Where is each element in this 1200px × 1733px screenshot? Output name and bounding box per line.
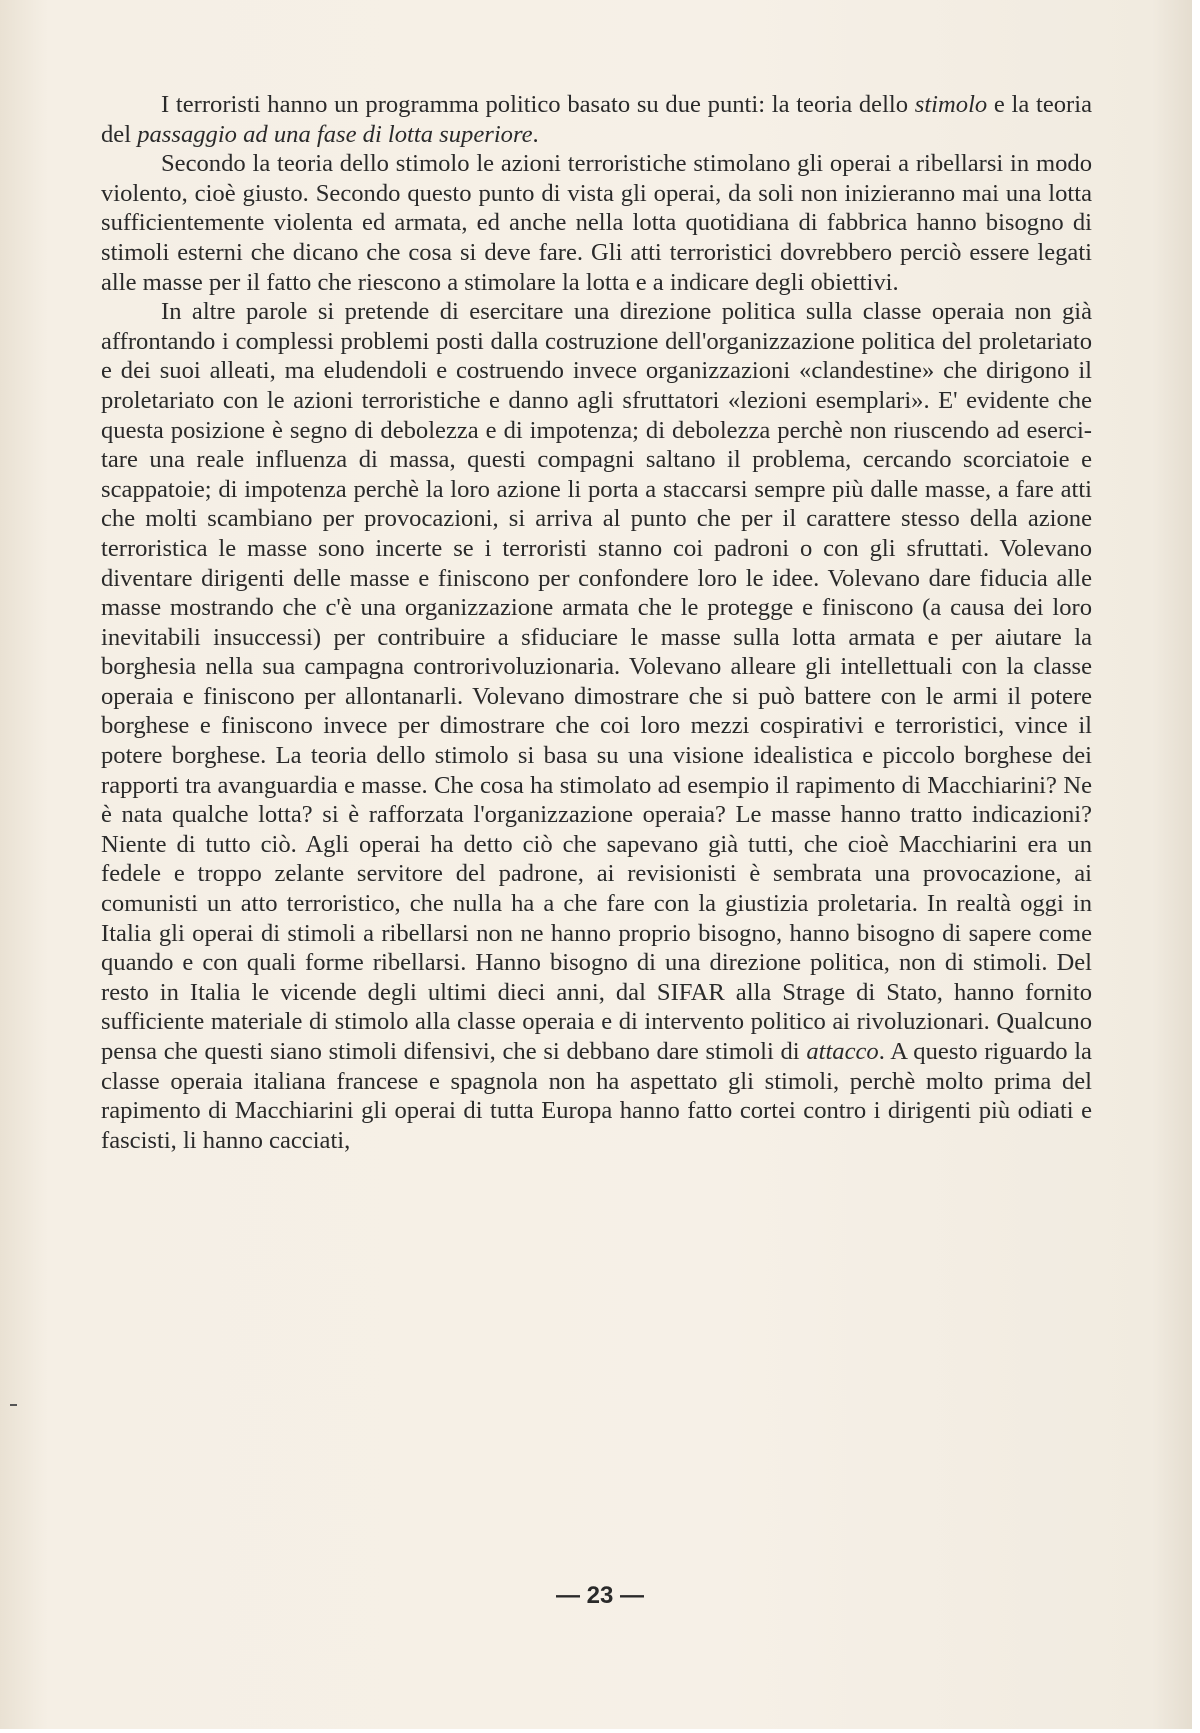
text-run: . A questo riguardo la classe operaia italiana francese e spagnola non ha aspettato gli stimoli, perchè molto prima del rapimento di Macchiarini gli operai di tutta Europa hanno fatto cortei contro i dirigenti più odiati e fascisti, li hanno cacciati,: [101, 1038, 1092, 1154]
paragraph-3: [101, 297, 1092, 1155]
paragraph-1: [101, 90, 1092, 149]
text-run: Secondo la teoria dello stimolo le azioni terroristiche stimolano gli operai a ribellarsi in modo violento, cioè giusto. Secondo questo punto di vista gli operai, da soli non inizieranno mai una lotta sufficientemente violenta ed armata, ed anche nella lotta quotidiana di fabbrica hanno bisogno di stimoli esterni che dicano che cosa si deve fare. Gli atti terroristici dovrebbero perciò essere legati alle masse per il fatto che riescono a stimolare la lotta e a indicare degli obiettivi.: [101, 150, 1092, 296]
text-run: I terroristi hanno un programma politico basato su due punti: la teoria dello: [161, 91, 915, 118]
italic-run: attacco: [806, 1038, 879, 1065]
scan-edge-right: [1192, 0, 1200, 1733]
page-number: — 23 —: [555, 1582, 645, 1609]
text-run: .: [532, 120, 539, 148]
italic-run: passaggio ad una fase di lotta superiore: [137, 120, 533, 148]
italic-run: stimolo: [914, 91, 988, 118]
body-text: [101, 90, 1092, 1155]
paragraph-2: [101, 149, 1092, 297]
text-run: e la teoria del: [101, 91, 1092, 148]
text-run: In altre parole si pretende di esercitare una direzione politica sulla classe operaia non già affrontando i complessi problemi posti dalla costruzione dell'organizzazione politica del proletariato e dei suoi alleati, ma eludendoli e costruendo invece organizzazioni «clandestine» che dirigono il proletariato con le azioni terroristiche e danno agli sfruttatori «lezioni esemplari». E' evidente che questa posizione è segno di debolezza e di impotenza; di debolezza perchè non riuscendo ad esercitare una reale influenza di massa, questi compagni saltano il problema, cercando scorciatoie e scappatoie; di impotenza perchè la loro azione li porta a staccarsi sempre più dalle masse, a fare atti che molti scambiano per provocazioni, si arriva al punto che per il carattere stesso della azione terroristica le masse sono incerte se i terroristi stanno coi padroni o con gli sfruttati. Volevano diventare dirigenti delle masse e finiscono per confondere loro le idee. Volevano dare fiducia alle masse mostrando che c'è una organizzazione armata che le protegge e finiscono (a causa dei loro inevitabili insuccessi) per contribuire a sfiduciare le masse sulla lotta armata e per aiutare la borghesia nella sua campagna controrivoluzionaria. Volevano alleare gli intellettuali con la classe operaia e finiscono per allontanarli. Volevano dimostrare che si può battere con le armi il potere borghese e finiscono invece per dimostrare che coi loro mezzi cospirativi e terroristici, vince il potere borghese. La teoria dello stimolo si basa su una visione idealistica e piccolo borghese dei rapporti tra avanguardia e masse. Che cosa ha stimolato ad esempio il rapimento di Macchiarini? Ne è nata qualche lotta? si è rafforzata l'organizzazione operaia? Le masse hanno tratto indicazioni? Niente di tutto ciò. Agli operai ha detto ciò che sapevano già tutti, che cioè Macchiarini era un fedele e troppo zelante servitore del padrone, ai revisionisti è sembrata una provocazione, ai comunisti un atto terroristico, che nulla ha a che fare con la giustizia proletaria. In realtà oggi in Italia gli operai di stimoli a ribellarsi non ne hanno proprio bisogno, hanno bisogno di sapere come quando e con quali forme ribellarsi. Hanno bisogno di una direzione politica, non di stimoli. Del resto in Italia le vicende degli ultimi dieci anni, dal SIFAR alla Strage di Stato, hanno fornito sufficiente materiale di stimolo alla classe operaia e di intervento politico ai rivoluzionari. Qualcuno pensa che questi siano stimoli difensivi, che si debbano dare stimoli di: [101, 298, 1092, 1065]
margin-mark: [10, 1404, 17, 1406]
scan-edge-bottom: [0, 1729, 1200, 1733]
